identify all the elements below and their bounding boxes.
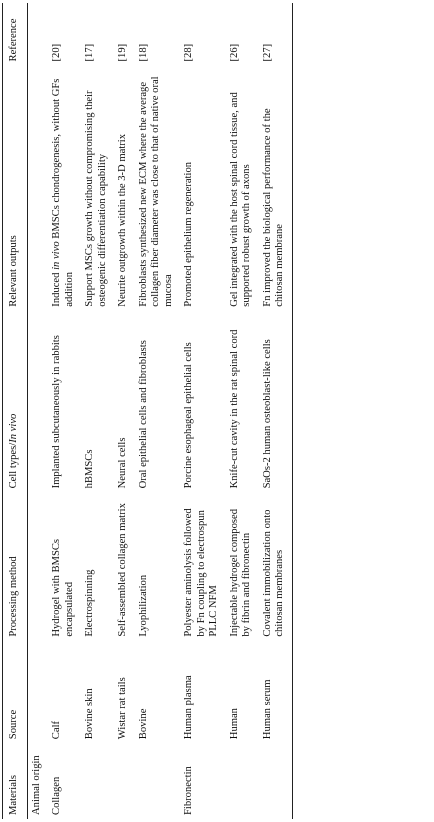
cell-reference: [26] bbox=[228, 43, 240, 62]
cell-source bbox=[27, 641, 48, 744]
cell-source: Human plasma bbox=[183, 675, 194, 740]
outputs-text-tail: BMSCs chondrogenesis, without GFs addition bbox=[51, 78, 75, 307]
materials-table bbox=[2, 3, 293, 819]
table-header-row bbox=[3, 3, 28, 819]
table-row bbox=[48, 3, 81, 819]
table-row bbox=[259, 3, 293, 819]
cell-reference: [28] bbox=[183, 43, 194, 62]
cell-cell-types: SaOs-2 human osteoblast-like cells bbox=[259, 311, 293, 493]
cell-source: Wistar rat tails bbox=[117, 677, 128, 740]
header-cell-types bbox=[3, 311, 28, 493]
outputs-text: Induced bbox=[51, 269, 62, 307]
cell-outputs bbox=[226, 65, 259, 310]
cell-outputs bbox=[27, 65, 48, 310]
cell-source: Human serum bbox=[259, 641, 293, 744]
header-source: Source bbox=[3, 641, 28, 744]
cell-outputs bbox=[259, 65, 293, 310]
outputs-text: Support MSCs growth without compromising their osteogenic differentiation capability bbox=[84, 90, 108, 307]
cell-cell-types: Oral epithelial cells and fibroblasts bbox=[137, 340, 149, 489]
cell-material bbox=[259, 743, 293, 819]
cell-material bbox=[114, 743, 135, 819]
cell-method: Polyester aminolysis followed by Fn coupling to electrospun PLLC NFM bbox=[183, 508, 219, 637]
cell-method: Electrospinning bbox=[84, 569, 95, 637]
cell-reference: [27] bbox=[259, 3, 293, 65]
table-row bbox=[135, 3, 181, 819]
cell-method: Injectable hydrogel composed by fibrin and fibronectin bbox=[228, 508, 252, 637]
header-cell-types-text: Cell types/ bbox=[8, 442, 19, 489]
outputs-italic: in vivo bbox=[51, 241, 62, 270]
cell-cell-types bbox=[27, 311, 48, 493]
cell-cell-types: Neural cells bbox=[117, 437, 128, 489]
cell-outputs bbox=[114, 65, 135, 310]
header-materials: Materials bbox=[3, 743, 28, 819]
cell-material: Animal origin bbox=[30, 755, 42, 815]
table-row bbox=[114, 3, 135, 819]
outputs-text: Neurite outgrowth within the 3-D matrix bbox=[117, 134, 128, 307]
cell-material: Collagen bbox=[51, 776, 62, 815]
cell-source: Human bbox=[228, 708, 240, 740]
header-processing-method: Processing method bbox=[3, 492, 28, 640]
cell-method: Lyophilization bbox=[137, 574, 149, 637]
outputs-text: Fn improved the biological performance of the chitosan membrane bbox=[261, 108, 285, 307]
cell-material: Fibronectin bbox=[183, 766, 194, 815]
outputs-text: Promoted epithelium regeneration bbox=[183, 161, 194, 307]
cell-outputs bbox=[180, 65, 226, 310]
cell-reference: [17] bbox=[84, 43, 95, 62]
cell-outputs bbox=[48, 65, 81, 310]
cell-outputs bbox=[81, 65, 114, 310]
cell-reference: [19] bbox=[117, 43, 128, 62]
cell-cell-types: Porcine esophageal epithelial cells bbox=[183, 342, 194, 489]
table-row bbox=[81, 3, 114, 819]
cell-method bbox=[27, 492, 48, 640]
cell-method: Covalent immobilization onto chitosan membranes bbox=[259, 492, 293, 640]
cell-reference: [20] bbox=[51, 43, 62, 62]
table-row bbox=[180, 3, 226, 819]
cell-reference bbox=[27, 3, 48, 65]
cell-source: Calf bbox=[51, 720, 62, 740]
outputs-text: Fibroblasts synthesized new ECM where the average collagen fiber diameter was close to that of native oral mucosa bbox=[137, 76, 174, 307]
cell-source: Bovine bbox=[137, 708, 149, 740]
cell-reference: [18] bbox=[137, 43, 149, 62]
cell-cell-types: Implanted subcutaneously in rabbits bbox=[51, 335, 62, 489]
cell-cell-types: Knife-cut cavity in the rat spinal cord bbox=[228, 329, 240, 489]
table-row bbox=[27, 3, 48, 819]
cell-material bbox=[226, 743, 259, 819]
cell-source: Bovine skin bbox=[84, 688, 95, 740]
cell-cell-types: hBMSCs bbox=[84, 449, 95, 489]
cell-method: Hydrogel with BMSCs encapsulated bbox=[51, 538, 75, 637]
cell-outputs bbox=[135, 65, 181, 310]
header-reference: Reference bbox=[3, 3, 28, 65]
table-row bbox=[226, 3, 259, 819]
header-cell-types-italic: In vivo bbox=[8, 413, 19, 443]
cell-method: Self-assembled collagen matrix bbox=[117, 503, 128, 637]
cell-material bbox=[81, 743, 114, 819]
outputs-text: Gel integrated with the host spinal cord tissue, and supported robust growth of axons bbox=[228, 92, 252, 307]
cell-material bbox=[135, 743, 181, 819]
header-relevant-outputs: Relevant outputs bbox=[3, 65, 28, 310]
